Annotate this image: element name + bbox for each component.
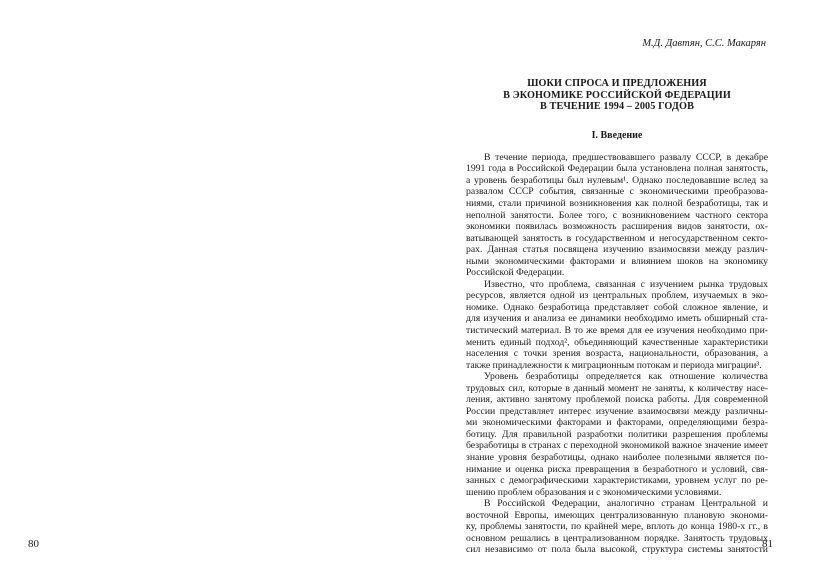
paragraph-1 <box>466 152 768 279</box>
text-line: населения с точки зрения возраста, национальности, образования, а <box>466 348 768 360</box>
title-line: В ЭКОНОМИКЕ РОССИЙСКОЙ ФЕДЕРАЦИИ <box>503 89 731 101</box>
paragraph-3 <box>466 371 768 498</box>
title-line: ШОКИ СПРОСА И ПРЕДЛОЖЕНИЯ <box>527 78 707 89</box>
text-line: занных с демографическими характеристиками, уровнем услуг по ре- <box>466 475 768 487</box>
text-line: В течение периода, предшествовавшего развалу СССР, в декабре <box>484 151 768 163</box>
text-line: сил независимо от пола была высокой, структура системы занятости <box>466 544 768 556</box>
text-line: ления, активно занятому проблемой поиска работы. Для современной <box>466 394 768 406</box>
text-line: тистический материал. В то же время для ее изучения необходимо при- <box>466 324 768 336</box>
text-line: ми экономическими факторами и факторами, определяющими безра- <box>466 417 768 429</box>
running-header-authors: М.Д. Давтян, С.С. Макарян <box>642 38 766 49</box>
text-line: безработицы в странах с переходной экономикой важное значение имеет <box>466 440 768 452</box>
text-line: развалом СССР события, связанные с экономическими преобразова- <box>466 186 768 198</box>
text-line: ными экономическими факторами и влиянием шоков на экономику <box>466 255 768 267</box>
text-line: трудовых сил, которые в данный момент не заняты, к количеству насе- <box>466 382 768 394</box>
article-title <box>466 78 768 113</box>
text-line: основном решались в централизованном порядке. Занятость трудовых <box>466 532 768 544</box>
text-line: рах. Данная статья посвящена изучению взаимосвязи между различ- <box>466 244 768 256</box>
right-page <box>466 38 768 556</box>
left-page-number: 80 <box>28 538 39 550</box>
text-line: номике. Однако безработица представляет собой сложное явление, и <box>466 301 768 313</box>
text-line: России представляет интерес изучение взаимосвязи между различны- <box>466 405 768 417</box>
text-line: Уровень безработицы определяется как отношение количества <box>484 371 768 383</box>
text-line: также принадлежности к миграционным потокам и периода миграции³. <box>466 359 762 371</box>
right-page-number: 81 <box>762 538 773 550</box>
text-line: экономики появилась возможность расширения видов занятости, ох- <box>466 221 768 233</box>
text-line: менить единый подход², объединяющий качественные характеристики <box>466 336 768 348</box>
text-line: ботицу. Для правильной разработки политики разрешения проблемы <box>466 428 768 440</box>
title-line: В ТЕЧЕНИЕ 1994 – 2005 ГОДОВ <box>540 101 694 113</box>
text-line: для изучения и анализа ее динамики необходимо иметь обширный ста- <box>466 313 768 325</box>
section-heading: I. Введение <box>591 129 643 141</box>
text-line: Российской Федерации. <box>466 267 565 279</box>
text-line: восточной Европы, имеющих централизованную плановую экономи- <box>466 509 768 521</box>
paragraph-4 <box>466 498 768 556</box>
text-line: неполной занятости. Более того, с возникновением частного сектора <box>466 209 768 221</box>
article-body <box>466 152 768 556</box>
text-line: ватывающей занятость в государственном и негосударственном секто- <box>466 232 768 244</box>
text-line: нимание и оценка риска превращения в безработного и условий, свя- <box>466 463 768 475</box>
text-line: шению проблем образования и с экономическими условиями. <box>466 486 722 498</box>
text-line: а уровень безработицы был нулевым¹. Однако последовавшие вслед за <box>466 174 768 186</box>
paragraph-2 <box>466 279 768 371</box>
text-line: ниями, стали причиной возникновения как полной безработицы, так и <box>466 197 768 209</box>
text-line: ку, проблемы занятости, по крайней мере, вплоть до конца 1980-х гг., в <box>466 521 768 533</box>
text-line: ресурсов, является одной из центральных проблем, изучаемых в эко- <box>466 290 768 302</box>
text-line: В Российской Федерации, аналогично странам Центральной и <box>484 498 768 510</box>
text-line: знание уровня безработицы, однако наиболее полезными является по- <box>466 452 768 463</box>
text-line: Известно, что проблема, связанная с изучением рынка трудовых <box>484 278 768 290</box>
text-line: 1991 года в Российской Федерации была установлена полная занятость, <box>466 163 768 175</box>
